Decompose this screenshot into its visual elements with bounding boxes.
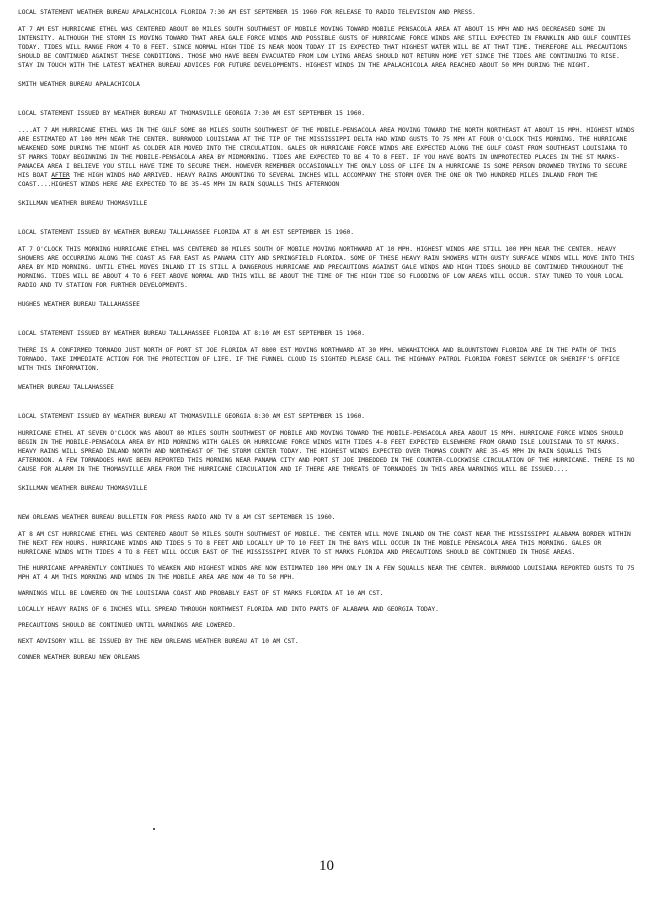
statement-body-part-a: ....AT 7 AM HURRICANE ETHEL WAS IN THE GULF SOME 80 MILES SOUTH SOUTHWEST OF THE MOBILE-PENSACOLA AREA MOVING TOWARD THE NORTH NORTHEAST AT ABOUT 15 MPH. HIGHEST WINDS ARE ESTIMATED AT 100 MPH NEAR THE CENTER. BURRWOOD LOUISIANA AT THE TIP OF THE MISSISSIPPI DELTA HAD WIND GUSTS TO 75 MPH AT FOUR O'CLOCK THIS MORNING. THE HURRICANE WEAKENED SOME DURING THE NIGHT AS COLDER AIR MOVED INTO THE CIRCULATION. GALES OR HURRICANE FORCE WINDS ARE EXPECTED ALONG THE GULF COAST FROM SOUTHEAST LOUISIANA TO ST MARKS TODAY BEGINNING IN THE MOBILE-PENSACOLA AREA BY MIDMORNING. TIDES ARE EXPECTED TO BE 4 TO 8 FEET. IF YOU HAVE BOATS IN UNPROTECTED PLACES IN THE ST MARKS-PANACEA AREA I BELIEVE YOU STILL HAVE TIME TO SECURE THEM. HOWEVER REMEMBER OCCASIONALLY THE ONLY LOSS OF LIFE IN A HURRICANE IS SOME PERSON DROWNED TRYING TO SECURE HIS BOAT xyxy=(18,127,635,179)
statement-body-tallahassee-8am: AT 7 O'CLOCK THIS MORNING HURRICANE ETHEL WAS CENTERED 80 MILES SOUTH OF MOBILE MOVING NORTHWARD AT 10 MPH. HIGHEST WINDS ARE STILL 100 MPH NEAR THE CENTER. HEAVY SHOWERS ARE OCCURRING ALONG THE COAST AS FAR EAST AS PANAMA CITY AND SPRINGFIELD FLORIDA. SOME OF THESE HEAVY RAIN SHOWERS WITH GUSTY SURFACE WINDS WILL MOVE INTO THIS AREA BY MID MORNING. UNTIL ETHEL MOVES INLAND IT IS STILL A DANGEROUS HURRICANE AND PRECAUTIONS AGAINST GALE WINDS AND HIGH TIDES SHOULD BE CONTINUED THROUGHOUT THE MORNING. TIDES WILL BE ABOUT 4 TO 6 FEET ABOVE NORMAL AND THIS WILL BE ABOUT THE TIME OF THE HIGH TIDE SO FLOODING OF LOW AREAS WILL OCCUR. STAY TUNED TO YOUR LOCAL RADIO AND TV STATION FOR FURTHER DEVELOPMENTS. xyxy=(18,246,635,289)
statement-signature-tallahassee-810: WEATHER BUREAU TALLAHASSEE xyxy=(18,384,114,391)
statement-body-thomasville-830: HURRICANE ETHEL AT SEVEN O'CLOCK WAS ABOUT 80 MILES SOUTH SOUTHWEST OF MOBILE AND MOVING TOWARD THE MOBILE-PENSACOLA AREA ABOUT 15 MPH. HURRICANE FORCE WINDS SHOULD BEGIN IN THE MOBILE-PENSACOLA AREA BY MID MORNING WITH GALES OR HURRICANE FORCE WINDS WITH TIDES 4-8 FEET EXPECTED ELSEWHERE FROM GRAND ISLE LOUISIANA TO ST MARKS. HEAVY RAINS WILL SPREAD INLAND NORTH AND NORTHEAST OF THE STORM CENTER TODAY. THE HIGHEST WINDS EXPECTED OVER THOMAS COUNTY ARE 35-45 MPH IN RAIN SQUALLS THIS AFTERNOON. A FEW TORNADOES HAVE BEEN REPORTED THIS MORNING NEAR PANAMA CITY AND PORT ST JOE IMBEDDED IN THE COUNTER-CLOCKWISE CIRCULATION OF THE HURRICANE. THERE IS NO CAUSE FOR ALARM IN THE THOMASVILLE AREA FROM THE HURRICANE CIRCULATION AND IF THERE ARE THREATS OF TORNADOES IN THIS AREA WARNINGS WILL BE ISSUED.... xyxy=(18,430,635,473)
statement-body-apalachicola: AT 7 AM EST HURRICANE ETHEL WAS CENTERED ABOUT 80 MILES SOUTH SOUTHWEST OF MOBILE MOVING TOWARD MOBILE PENSACOLA AREA AT ABOUT 15 MPH AND HAS DECREASED SOME IN INTENSITY. ALTHOUGH THE STORM IS MOVING TOWARD THAT AREA GALE FORCE WINDS AND POSSIBLE GUSTS OF HURRICANE FORCE WINDS ARE STILL EXPECTED IN FRANKLIN AND GULF COUNTIES TODAY. TIDES WILL RANGE FROM 4 TO 8 FEET. SINCE NORMAL HIGH TIDE IS NEAR NOON TODAY IT IS EXPECTED THAT HIGHEST WATER WILL BE AT THAT TIME. THEREFORE ALL PRECAUTIONS SHOULD BE CONTINUED AGAINST THESE CONDITIONS. THOSE WHO HAVE BEEN EVACUATED FROM LOW LYING AREAS SHOULD NOT RETURN HOME YET SINCE THE TIDES ARE CONTINUING TO RISE. STAY IN TOUCH WITH THE LATEST WEATHER BUREAU ADVICES FOR FUTURE DEVELOPMENTS. HIGHEST WINDS IN THE APALACHICOLA AREA REACHED ABOUT 50 MPH DURING THE NIGHT. xyxy=(18,26,631,69)
statement-header-tallahassee-810: LOCAL STATEMENT ISSUED BY WEATHER BUREAU TALLAHASSEE FLORIDA AT 8:10 AM EST SEPTEMBER 15 1960. xyxy=(18,330,365,337)
speck-mark xyxy=(153,828,155,830)
statement-signature-tallahassee-8am: HUGHES WEATHER BUREAU TALLAHASSEE xyxy=(18,301,140,308)
bulletin-paragraph-1: AT 8 AM CST HURRICANE ETHEL WAS CENTERED ABOUT 50 MILES SOUTH SOUTHWEST OF MOBILE. THE CENTER WILL MOVE INLAND ON THE COAST NEAR THE MISSISSIPPI ALABAMA BORDER WITHIN THE NEXT FEW HOURS. HURRICANE WINDS AND TIDES 5 TO 8 FEET AND LOCALLY UP TO 10 FEET IN THE BAYS WILL OCCUR IN THE MOBILE PENSACOLA AREA THIS MORNING. GALES OR HURRICANE WINDS WITH TIDES 4 TO 8 FEET WILL OCCUR EAST OF THE MISSISSIPPI RIVER TO ST MARKS FLORIDA AND PRECAUTIONS SHOULD BE CONTINUED IN THOSE AREAS. xyxy=(18,531,631,556)
statement-body-part-b: THE HIGH WINDS HAD ARRIVED. HEAVY RAINS AMOUNTING TO SEVERAL INCHES WILL ACCOMPANY THE STORM OVER THE ONE OR TWO HUNDRED MILES INLAND FROM THE COAST....HIGHEST WINDS HERE ARE EXPECTED TO BE 35-45 MPH IN RAIN SQUALLS THIS AFTERNOON xyxy=(18,172,598,188)
statement-header-tallahassee-8am: LOCAL STATEMENT ISSUED BY WEATHER BUREAU TALLAHASSEE FLORIDA AT 8 AM EST SEPTEMBER 15 1960. xyxy=(18,229,354,236)
bulletin-paragraph-6: NEXT ADVISORY WILL BE ISSUED BY THE NEW ORLEANS WEATHER BUREAU AT 10 AM CST. xyxy=(18,638,299,645)
bulletin-header-new-orleans: NEW ORLEANS WEATHER BUREAU BULLETIN FOR PRESS RADIO AND TV 8 AM CST SEPTEMBER 15 1960. xyxy=(18,514,336,521)
underlined-after: AFTER xyxy=(51,172,70,179)
statement-signature-thomasville-830: SKILLMAN WEATHER BUREAU THOMASVILLE xyxy=(18,485,148,492)
statement-signature-apalachicola: SMITH WEATHER BUREAU APALACHICOLA xyxy=(18,81,140,88)
statement-signature-thomasville-730: SKILLMAN WEATHER BUREAU THOMASVILLE xyxy=(18,200,148,207)
statement-header-thomasville-730: LOCAL STATEMENT ISSUED BY WEATHER BUREAU AT THOMASVILLE GEORGIA 7:30 AM EST SEPTEMBER 15 1960. xyxy=(18,110,365,117)
statement-body-tallahassee-810: THERE IS A CONFIRMED TORNADO JUST NORTH OF PORT ST JOE FLORIDA AT 0800 EST MOVING NORTHWARD AT 30 MPH. WEWAHITCHKA AND BLOUNTSTOWN FLORIDA ARE IN THE PATH OF THIS TORNADO. TAKE IMMEDIATE ACTION FOR THE PROTECTION OF LIFE. IF THE FUNNEL CLOUD IS SIGHTED PLEASE CALL THE HIGHWAY PATROL FLORIDA FOREST SERVICE OR SHERIFF'S OFFICE WITH THIS INFORMATION. xyxy=(18,347,620,372)
bulletin-signature-new-orleans: CONNER WEATHER BUREAU NEW ORLEANS xyxy=(18,654,140,661)
statement-body-thomasville-730 xyxy=(18,126,636,189)
page-number: 10 xyxy=(319,858,334,874)
statement-header-apalachicola: LOCAL STATEMENT WEATHER BUREAU APALACHICOLA FLORIDA 7:30 AM EST SEPTEMBER 15 1960 FOR RELEASE TO RADIO TELEVISION AND PRESS. xyxy=(18,9,476,16)
bulletin-text xyxy=(18,8,636,662)
bulletin-paragraph-4: LOCALLY HEAVY RAINS OF 6 INCHES WILL SPREAD THROUGH NORTHWEST FLORIDA AND INTO PARTS OF ALABAMA AND GEORGIA TODAY. xyxy=(18,606,439,613)
bulletin-paragraph-2: THE HURRICANE APPARENTLY CONTINUES TO WEAKEN AND HIGHEST WINDS ARE NOW ESTIMATED 100 MPH ONLY IN A FEW SQUALLS NEAR THE CENTER. BURRWOOD LOUISIANA REPORTED GUSTS TO 75 MPH AT 4 AM THIS MORNING AND WINDS IN THE MOBILE AREA ARE NOW 40 TO 50 MPH. xyxy=(18,565,635,581)
bulletin-paragraph-5: PRECAUTIONS SHOULD BE CONTINUED UNTIL WARNINGS ARE LOWERED. xyxy=(18,622,236,629)
statement-header-thomasville-830: LOCAL STATEMENT ISSUED BY WEATHER BUREAU AT THOMASVILLE GEORGIA 8:30 AM EST SEPTEMBER 15 1960. xyxy=(18,413,365,420)
bulletin-paragraph-3: WARNINGS WILL BE LOWERED ON THE LOUISIANA COAST AND PROBABLY EAST OF ST MARKS FLORIDA AT 10 AM CST. xyxy=(18,590,384,597)
